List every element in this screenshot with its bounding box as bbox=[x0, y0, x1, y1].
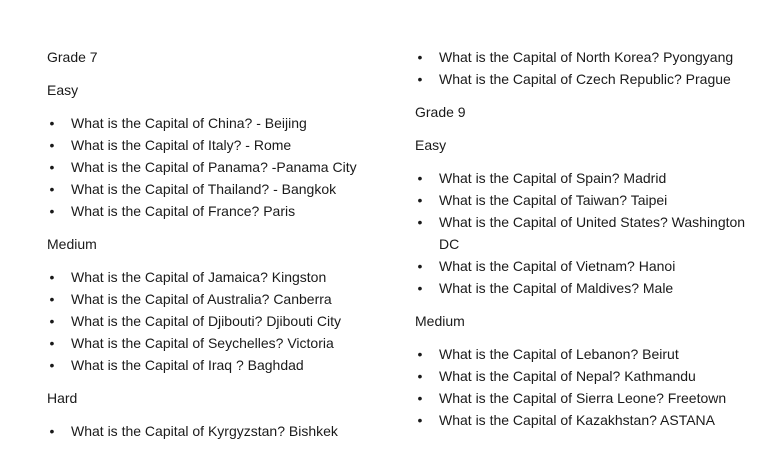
list-item bbox=[47, 134, 387, 156]
grade-9-medium-heading: Medium bbox=[415, 313, 465, 329]
bullet-icon: • bbox=[49, 159, 55, 175]
list-item bbox=[47, 266, 387, 288]
bullet-icon: • bbox=[417, 170, 423, 186]
list-item bbox=[47, 310, 387, 332]
list-item bbox=[415, 387, 755, 409]
list-item bbox=[415, 409, 755, 431]
question-text: What is the Capital of Taiwan? Taipei bbox=[439, 192, 668, 208]
right-column bbox=[415, 46, 755, 442]
list-item bbox=[47, 178, 387, 200]
grade-7-hard-heading: Hard bbox=[47, 390, 78, 406]
list-item bbox=[415, 189, 755, 211]
list-item bbox=[415, 68, 755, 90]
bullet-icon: • bbox=[417, 390, 423, 406]
bullet-icon: • bbox=[49, 313, 55, 329]
list-item bbox=[47, 332, 387, 354]
question-text: What is the Capital of Nepal? Kathmandu bbox=[439, 368, 696, 384]
list-item bbox=[415, 167, 755, 189]
bullet-icon: • bbox=[49, 357, 55, 373]
bullet-icon: • bbox=[417, 192, 423, 208]
question-text: What is the Capital of Djibouti? Djibouti City bbox=[71, 313, 342, 329]
grade-9-heading: Grade 9 bbox=[415, 104, 466, 120]
list-item bbox=[415, 365, 755, 387]
bullet-icon: • bbox=[417, 49, 423, 65]
question-text: What is the Capital of Panama? -Panama City bbox=[71, 159, 357, 175]
list-item bbox=[415, 343, 755, 365]
bullet-icon: • bbox=[417, 412, 423, 428]
bullet-icon: • bbox=[49, 335, 55, 351]
list-item bbox=[47, 420, 387, 442]
question-text: What is the Capital of Jamaica? Kingston bbox=[71, 269, 327, 285]
bullet-icon: • bbox=[417, 346, 423, 362]
question-text: What is the Capital of Italy? - Rome bbox=[71, 137, 292, 153]
bullet-icon: • bbox=[49, 181, 55, 197]
bullet-icon: • bbox=[417, 258, 423, 274]
question-text: What is the Capital of France? Paris bbox=[71, 203, 296, 219]
list-item bbox=[415, 277, 755, 299]
grade-7-hard-list-continued bbox=[415, 46, 755, 90]
list-item bbox=[47, 200, 387, 222]
question-text: What is the Capital of Thailand? - Bangkok bbox=[71, 181, 337, 197]
grade-7-medium-heading: Medium bbox=[47, 236, 97, 252]
list-item bbox=[47, 288, 387, 310]
bullet-icon: • bbox=[49, 203, 55, 219]
question-text: What is the Capital of Spain? Madrid bbox=[439, 170, 667, 186]
bullet-icon: • bbox=[417, 368, 423, 384]
question-text: What is the Capital of North Korea? Pyongyang bbox=[439, 49, 734, 65]
grade-7-medium-list bbox=[47, 266, 387, 376]
list-item bbox=[47, 354, 387, 376]
question-text: What is the Capital of Australia? Canberra bbox=[71, 291, 332, 307]
bullet-icon: • bbox=[417, 214, 423, 230]
bullet-icon: • bbox=[417, 280, 423, 296]
grade-9-medium-list bbox=[415, 343, 755, 431]
question-text: What is the Capital of Sierra Leone? Freetown bbox=[439, 390, 727, 406]
bullet-icon: • bbox=[49, 291, 55, 307]
grade-7-heading: Grade 7 bbox=[47, 49, 98, 65]
grade-7-easy-list bbox=[47, 112, 387, 222]
list-item bbox=[47, 112, 387, 134]
grade-9-easy-heading: Easy bbox=[415, 137, 447, 153]
list-item bbox=[47, 156, 387, 178]
grade-9-easy-list bbox=[415, 167, 755, 299]
list-item bbox=[415, 255, 755, 277]
question-text: What is the Capital of United States? Washington DC bbox=[439, 214, 746, 252]
grade-7-easy-heading: Easy bbox=[47, 82, 79, 98]
question-text: What is the Capital of Kazakhstan? ASTANA bbox=[439, 412, 715, 428]
bullet-icon: • bbox=[49, 269, 55, 285]
question-text: What is the Capital of Czech Republic? Prague bbox=[439, 71, 731, 87]
question-text: What is the Capital of China? - Beijing bbox=[71, 115, 307, 131]
left-column bbox=[47, 46, 387, 453]
bullet-icon: • bbox=[417, 71, 423, 87]
question-text: What is the Capital of Vietnam? Hanoi bbox=[439, 258, 676, 274]
grade-7-hard-list bbox=[47, 420, 387, 442]
question-text: What is the Capital of Seychelles? Victoria bbox=[71, 335, 334, 351]
bullet-icon: • bbox=[49, 115, 55, 131]
question-text: What is the Capital of Kyrgyzstan? Bishkek bbox=[71, 423, 338, 439]
question-text: What is the Capital of Lebanon? Beirut bbox=[439, 346, 679, 362]
bullet-icon: • bbox=[49, 423, 55, 439]
list-item bbox=[415, 211, 755, 255]
question-text: What is the Capital of Maldives? Male bbox=[439, 280, 674, 296]
list-item bbox=[415, 46, 755, 68]
bullet-icon: • bbox=[49, 137, 55, 153]
question-text: What is the Capital of Iraq ? Baghdad bbox=[71, 357, 304, 373]
